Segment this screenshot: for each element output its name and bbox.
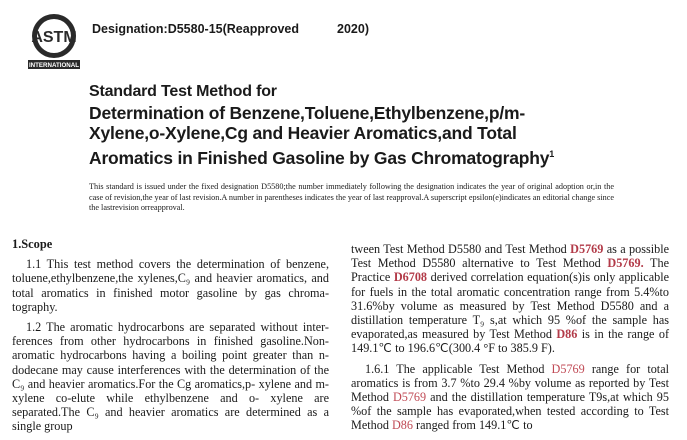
title-line-3: Xylene,o-Xylene,Cg and Heavier Aromatics,and Total — [89, 123, 517, 143]
document-title — [89, 82, 649, 168]
text-run: and the distillation temperature T9s,at which 95 %of the sample has evaporated,when tested according to Test Method — [351, 390, 669, 433]
text-run: tween Test Method D5580 and Test Method — [351, 242, 571, 256]
left-column — [12, 237, 329, 434]
link-d86[interactable]: D86 — [391, 418, 413, 433]
designation-code: Designation:D5580-15(Reapproved — [92, 22, 300, 36]
paragraph-1-1: 1.1 This test method covers the determination of benzene, toluene,ethylbenzene,the xylenes,C₉ and heavier aromatics, and total aromatics in finished motor gasoline by gas chroma- tography. — [12, 257, 329, 314]
section-heading-scope: 1.Scope — [12, 237, 53, 251]
paragraph-1-2: 1.2 The aromatic hydrocarbons are separated without inter- ferences from other hydrocarbons in finished gasoline.Non- aromatic hydrocarbons having a boiling point greater than n-dodecane may cause interferences with the determination of the C₉ and heavier aromatics.For the Cg aromatics,p- xylene and m-xylene co-elute while ethylbenzene and o- xylene are separated.The C₉ and heavier aromatics are determined as a single group — [12, 320, 329, 434]
paragraph-continued — [351, 242, 669, 356]
title-footnote-mark: 1 — [549, 148, 555, 159]
title-line-4: Aromatics in Finished Gasoline by Gas Chromatography — [89, 147, 550, 168]
text-run: ranged from 149.1℃ to — [412, 418, 533, 433]
text-run: The Practice — [351, 256, 670, 285]
paragraph-1-6-1 — [351, 362, 669, 433]
link-d5769[interactable]: D5769 — [570, 242, 604, 256]
text-run: derived correlation equation(s)is only applicable for fuels in the total aromatic concentration range from 5.4%to 31.6%by volume as measured by Test Method D5580 and a distillation temperature T₉ s,at which 95 %of the sample has evaporated,as measured by Test Method — [351, 270, 670, 342]
link-d6708[interactable]: D6708 — [393, 270, 428, 285]
title-line-1: Standard Test Method for — [89, 83, 277, 100]
standard-footnote: This standard is issued under the fixed designation D5580;the number immediately following the designation indicates the year of original adoption or,in the case of revision,the year of last revision.A number in parentheses indicates the year of last reapproval.A superscript epsilon(e)indicates an editorial change since the lastrevision orreapproval. — [89, 182, 614, 213]
right-column — [351, 242, 669, 433]
text-run: range for total aromatics is from 3.7 %to 29.4 %by volume as reported by Test Method — [351, 361, 669, 405]
designation — [92, 22, 369, 36]
link-d5769[interactable]: D5769 — [551, 361, 585, 376]
title-line-2: Determination of Benzene,Toluene,Ethylbenzene,p/m- — [89, 102, 525, 123]
astm-logo-icon — [22, 8, 86, 72]
link-d86[interactable]: D86 — [556, 327, 578, 342]
logo-subtext: INTERNATIONAL — [28, 62, 80, 69]
text-run: is in the range of 149.1℃ to 196.6℃(300.4 °F to 385.9 F). — [351, 327, 669, 356]
text-run: as a possible Test Method D5580 alternative to Test Method — [351, 242, 669, 271]
logo-text: ASTM — [31, 29, 77, 46]
text-run: 1.6.1 The applicable Test Method — [365, 361, 552, 376]
link-d5769[interactable]: D5769 — [392, 390, 427, 405]
designation-year: 2020) — [337, 22, 369, 36]
link-d5769[interactable]: D5769. — [607, 256, 644, 271]
